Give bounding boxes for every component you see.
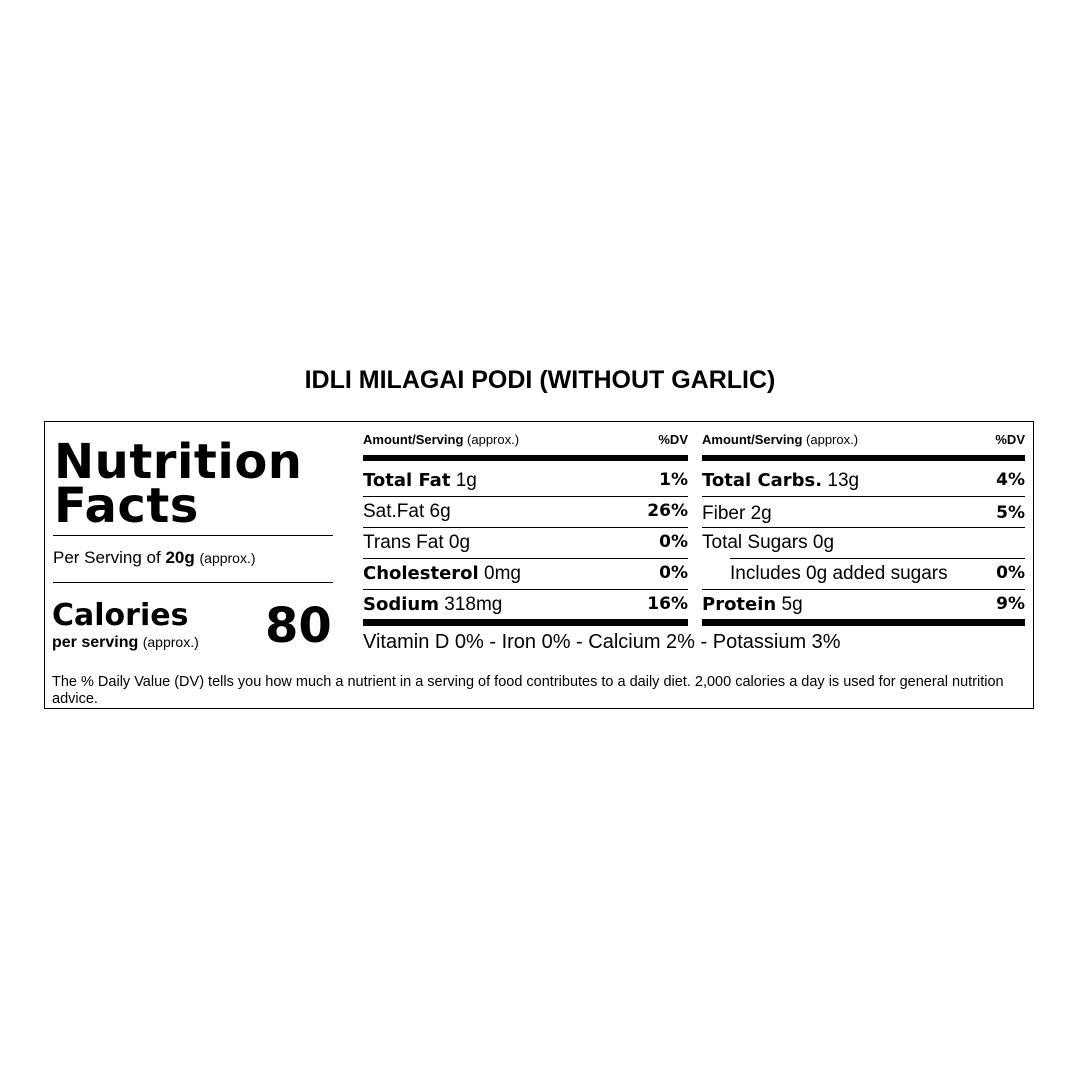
right-nutrient-column: [702, 422, 1025, 632]
nutrient-row-added-sugars: Includes 0g added sugars 0%: [730, 563, 1025, 584]
amount-serving-header: Amount/Serving (approx.): [702, 432, 859, 447]
calories-sub-note: (approx.): [142, 634, 199, 650]
calories-value: 80: [265, 598, 332, 654]
serving-prefix: Per Serving of: [53, 548, 161, 567]
calories-sub-label: per serving: [52, 634, 139, 651]
title-line-2: Facts: [54, 478, 199, 534]
serving-size-value: 20g: [165, 548, 195, 567]
calories-sub: [52, 634, 199, 652]
product-title: IDLI MILAGAI PODI (WITHOUT GARLIC): [304, 366, 776, 394]
serving-note: (approx.): [199, 550, 256, 566]
divider: [53, 535, 333, 536]
divider: [53, 582, 333, 583]
thick-divider: [363, 455, 688, 461]
nutrient-row-sodium: Sodium 318mg 16%: [363, 594, 688, 615]
vitamins-minerals: Vitamin D 0% - Iron 0% - Calcium 2% - Potassium 3%: [363, 631, 841, 653]
nutrient-row-cholesterol: Cholesterol 0mg 0%: [363, 563, 688, 584]
dv-header: %DV: [995, 432, 1025, 447]
nutrient-row-total-fat: Total Fat 1g 1%: [363, 470, 688, 491]
nutrition-label: [44, 421, 1034, 709]
amount-serving-header: Amount/Serving (approx.): [363, 432, 520, 447]
nutrient-row-protein: Protein 5g 9%: [702, 594, 1025, 615]
left-nutrient-column: [363, 422, 688, 632]
thick-divider: [702, 455, 1025, 461]
thick-divider: [702, 619, 1025, 626]
dv-header: %DV: [658, 432, 688, 447]
serving-size: [53, 548, 256, 568]
calories-label: Calories: [52, 598, 189, 633]
nutrient-row-total-sugars: Total Sugars 0g: [702, 532, 835, 553]
nutrient-row-total-carbs: Total Carbs. 13g 4%: [702, 470, 1025, 491]
nutrient-row-sat-fat: Sat.Fat 6g 26%: [363, 501, 688, 522]
nutrient-row-trans-fat: Trans Fat 0g 0%: [363, 532, 688, 553]
nutrition-facts-title: [54, 434, 303, 534]
thick-divider: [363, 619, 688, 626]
daily-value-footnote: The % Daily Value (DV) tells you how much a nutrient in a serving of food contributes to a daily diet. 2,000 calories a day is used for general nutrition advice.: [52, 674, 1004, 707]
title-line-1: Nutrition: [54, 434, 303, 490]
nutrient-row-fiber: Fiber 2g 5%: [702, 503, 1025, 524]
divider: [702, 496, 1025, 497]
